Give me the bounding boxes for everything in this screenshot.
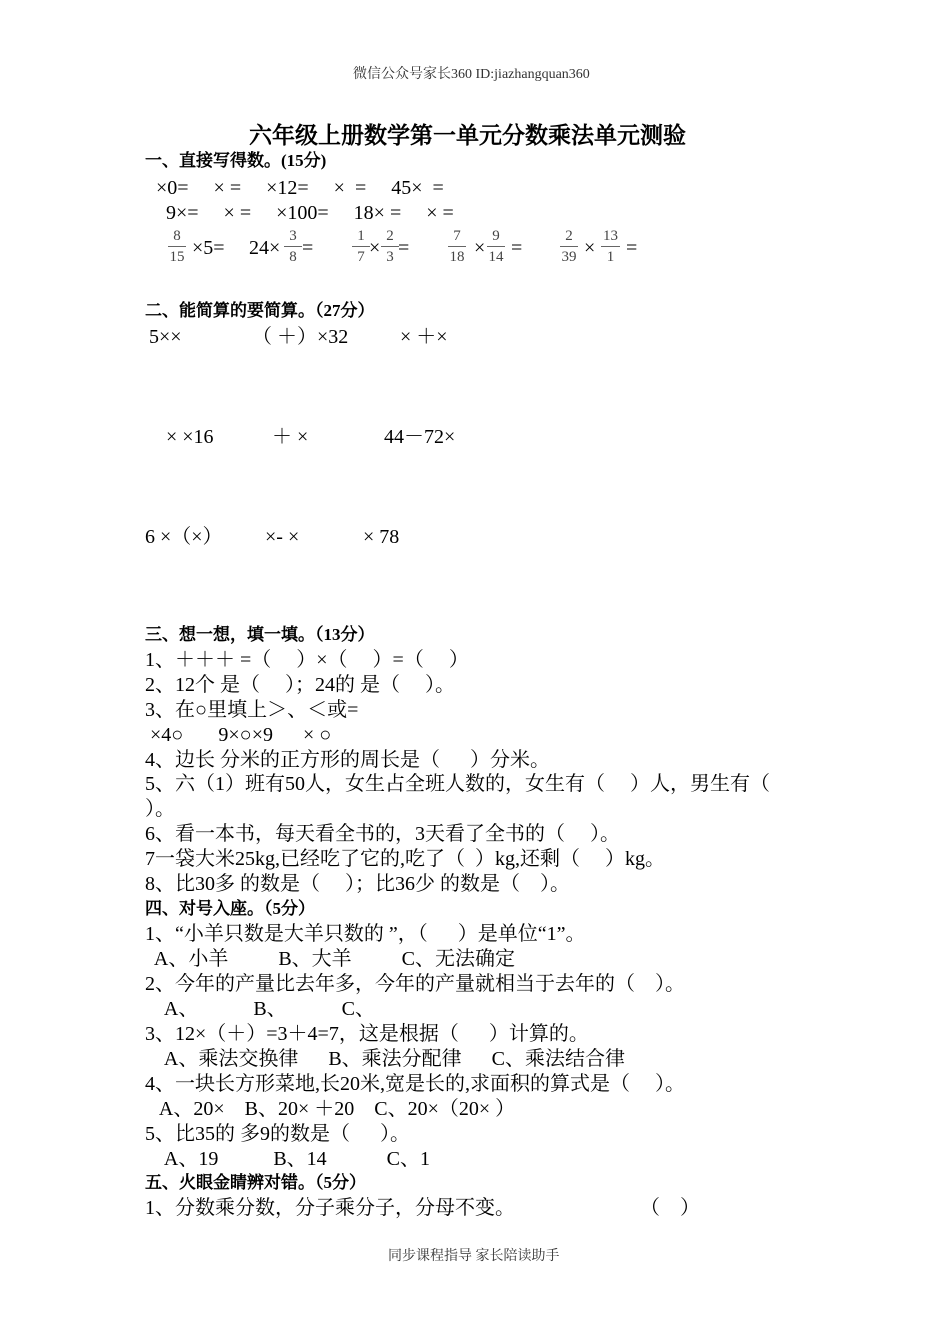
denominator: 1 (606, 249, 615, 265)
s4-line: 2、今年的产量比去年多，今年的产量就相当于去年的（ ）。 (145, 973, 685, 995)
page-header: 微信公众号家长360 ID:jiazhangquan360 (353, 67, 590, 82)
s3-line: 8、比30多 的数是（ ）；比36少 的数是（ ）。 (145, 873, 570, 895)
denominator: 18 (449, 249, 465, 265)
denominator: 7 (357, 249, 365, 265)
fraction (601, 229, 620, 265)
numerator: 13 (601, 229, 620, 247)
denominator: 15 (169, 249, 185, 265)
numerator: 3 (284, 229, 302, 247)
operator: ×5= (192, 237, 225, 259)
s3-line: 4、边长 分米的正方形的周长是（ ）分米。 (145, 749, 550, 771)
section-4-heading: 四、对号入座。（5分） (145, 899, 315, 918)
fraction (487, 229, 505, 265)
s3-line: ）。 (145, 798, 175, 820)
s3-line: 5、六（1）班有50人，女生占全班人数的，女生有（ ）人，男生有（ (145, 773, 770, 795)
s4-line: 5、比35的 多9的数是（ ）。 (145, 1123, 410, 1145)
s4-line: 4、一块长方形菜地,长20米,宽是长的,求面积的算式是（ ）。 (145, 1073, 685, 1095)
denominator: 3 (386, 249, 394, 265)
answer-paren: （ ） (640, 1197, 700, 1219)
fraction (352, 229, 370, 265)
s3-line: 2、12个 是（ ）；24的 是（ ）。 (145, 674, 455, 696)
denominator: 8 (289, 249, 297, 265)
s3-line: ×4○ 9×○×9 × ○ (145, 724, 332, 746)
section-5-heading: 五、火眼金睛辨对错。（5分） (145, 1173, 366, 1192)
operator: × (369, 237, 381, 259)
denominator: 39 (561, 249, 577, 265)
section-1-heading: 一、直接写得数。(15分) (145, 151, 327, 170)
s2-problem: 6 ×（×） (145, 526, 223, 548)
operator: × (474, 237, 486, 259)
numerator: 8 (168, 229, 186, 247)
operator: = (626, 237, 638, 259)
s4-line: A、20× B、20× ＋20 C、20×（20× ） (145, 1098, 516, 1120)
section-3-heading: 三、想一想，填一填。（13分） (145, 625, 375, 644)
s1-row-1: ×0= × = ×12= × = 45× = (156, 177, 444, 199)
s3-line: 3、在○里填上＞、＜或= (145, 699, 359, 721)
fraction (284, 229, 302, 265)
fraction (381, 229, 399, 265)
denominator: 14 (488, 249, 504, 265)
s2-problem: × ×16 (166, 426, 214, 448)
operator: = (398, 237, 410, 259)
operator: = (511, 237, 523, 259)
s2-problem: 5×× (149, 326, 182, 348)
s4-line: A、 B、 C、 (145, 998, 376, 1020)
s2-problem: ×- × (265, 526, 300, 548)
section-2-heading: 二、能简算的要简算。（27分） (145, 301, 375, 320)
numerator: 1 (352, 229, 370, 247)
numerator: 9 (487, 229, 505, 247)
numerator: 7 (448, 229, 466, 247)
s2-problem: × ＋× (400, 326, 448, 348)
s3-line: 7一袋大米25kg,已经吃了它的,吃了（ ）kg,还剩（ ）kg。 (145, 848, 665, 870)
fraction (168, 229, 186, 265)
operator: 24× (249, 237, 281, 259)
s4-line: A、小羊 B、大羊 C、无法确定 (145, 948, 516, 970)
s3-line: 6、看一本书，每天看全书的，3天看了全书的（ ）。 (145, 823, 620, 845)
s2-problem: ＋ × (272, 426, 309, 448)
s4-line: 3、12×（＋）=3＋4=7，这是根据（ ）计算的。 (145, 1023, 589, 1045)
s2-problem: 44－72× (384, 426, 456, 448)
s2-problem: （ ＋）×32 (252, 326, 349, 348)
page-title: 六年级上册数学第一单元分数乘法单元测验 (249, 123, 686, 148)
s3-line: 1、＋＋＋ =（ ）×（ ）=（ ） (145, 649, 469, 671)
fraction (448, 229, 466, 265)
s1-row-2: 9×= × = ×100= 18× = × = (166, 202, 454, 224)
s5-line: 1、分数乘分数，分子乘分子，分母不变。 (145, 1197, 515, 1219)
operator: = (302, 237, 314, 259)
page-footer: 同步课程指导 家长陪读助手 (388, 1249, 560, 1264)
s4-line: A、乘法交换律 B、乘法分配律 C、乘法结合律 (145, 1048, 626, 1070)
s4-line: 1、“小羊只数是大羊只数的 ”，（ ）是单位“1”。 (145, 923, 586, 945)
s4-line: A、19 B、14 C、1 (145, 1148, 431, 1170)
numerator: 2 (381, 229, 399, 247)
fraction (560, 229, 578, 265)
operator: × (584, 237, 596, 259)
numerator: 2 (560, 229, 578, 247)
s2-problem: × 78 (363, 526, 400, 548)
